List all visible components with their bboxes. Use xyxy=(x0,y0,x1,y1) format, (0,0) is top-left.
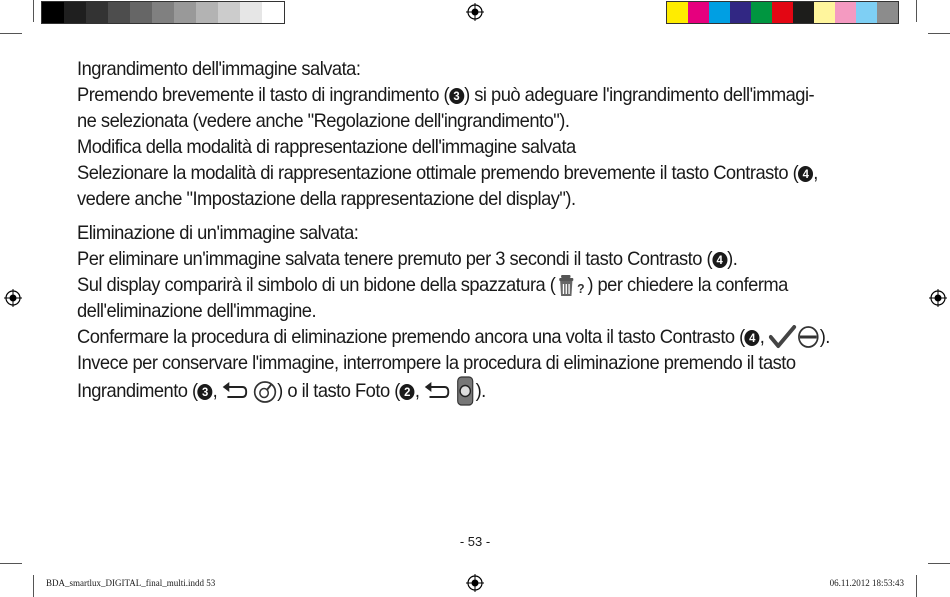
gray-swatch xyxy=(42,2,64,23)
color-swatch xyxy=(793,2,814,23)
color-swatch xyxy=(856,2,877,23)
back-arrow-icon xyxy=(222,381,248,403)
grayscale-bar xyxy=(41,1,285,24)
number-3-icon: 3 xyxy=(449,88,464,104)
text-span: Selezionare la modalità di rappresentazione ottimale premendo brevemente il tasto Contrasto ( xyxy=(77,162,799,184)
gray-swatch xyxy=(152,2,174,23)
crop-mark xyxy=(33,575,34,597)
text-span: , xyxy=(813,162,818,184)
registration-mark-icon xyxy=(929,289,947,307)
color-swatch xyxy=(709,2,730,23)
display-mode-paragraph-cont: vedere anche "Impostazione della rappresentazione del display"). xyxy=(77,188,576,210)
number-4-icon: 4 xyxy=(745,330,760,346)
color-swatch xyxy=(877,2,898,23)
manual-text xyxy=(77,56,885,406)
registration-mark-icon xyxy=(466,3,484,21)
color-swatch xyxy=(688,2,709,23)
svg-text:?: ? xyxy=(577,281,584,297)
number-4-icon: 4 xyxy=(798,166,813,182)
color-swatch xyxy=(751,2,772,23)
color-swatch xyxy=(772,2,793,23)
crop-mark xyxy=(916,575,917,597)
trash-paragraph xyxy=(77,272,885,298)
registration-mark-icon xyxy=(4,289,22,307)
contrast-icon xyxy=(797,325,820,349)
display-mode-heading: Modifica della modalità di rappresentazione dell'immagine salvata xyxy=(77,136,576,158)
text-span: ). xyxy=(727,248,738,270)
gray-swatch xyxy=(108,2,130,23)
zoom-paragraph xyxy=(77,82,885,108)
gray-swatch xyxy=(262,2,284,23)
footer-timestamp: 06.11.2012 18:53:43 xyxy=(829,578,904,588)
crop-mark xyxy=(928,33,950,34)
gray-swatch xyxy=(64,2,86,23)
text-span: ). xyxy=(475,380,486,402)
color-swatch xyxy=(730,2,751,23)
text-span: , xyxy=(212,380,218,402)
number-4-icon: 4 xyxy=(712,252,727,268)
text-span: ) o il tasto Foto ( xyxy=(277,380,400,402)
footer-filename: BDA_smartlux_DIGITAL_final_multi.indd 53 xyxy=(46,578,216,588)
text-span: , xyxy=(759,326,765,348)
back-arrow-icon xyxy=(424,381,450,403)
zoom-heading: Ingrandimento dell'immagine salvata: xyxy=(77,58,361,80)
number-3-icon: 3 xyxy=(198,384,213,400)
text-span: Confermare la procedura di eliminazione premendo ancora una volta il tasto Contrasto ( xyxy=(77,326,745,348)
text-span: Sul display comparirà il simbolo di un bidone della spazzatura ( xyxy=(77,274,556,296)
text-span: ). xyxy=(819,326,830,348)
crop-mark xyxy=(0,563,22,564)
cancel-paragraph-cont xyxy=(77,376,885,406)
text-span: Ingrandimento ( xyxy=(77,380,198,402)
gray-swatch xyxy=(86,2,108,23)
display-mode-paragraph xyxy=(77,160,885,186)
confirm-paragraph xyxy=(77,324,885,350)
gray-swatch xyxy=(218,2,240,23)
gray-swatch xyxy=(130,2,152,23)
color-swatch xyxy=(835,2,856,23)
zoom-icon xyxy=(253,379,277,403)
registration-mark-icon xyxy=(466,574,484,592)
text-span: Premendo brevemente il tasto di ingrandimento ( xyxy=(77,84,450,106)
zoom-paragraph-cont: ne selezionata (vedere anche "Regolazione dell'ingrandimento"). xyxy=(77,110,570,132)
crop-mark xyxy=(916,0,917,22)
text-span: , xyxy=(414,380,420,402)
text-span: Per eliminare un'immagine salvata tenere premuto per 3 secondi il tasto Contrasto ( xyxy=(77,248,713,270)
text-span: ) per chiedere la conferma xyxy=(587,274,788,296)
check-icon xyxy=(769,325,797,349)
color-bar xyxy=(666,1,899,24)
delete-heading: Eliminazione di un'immagine salvata: xyxy=(77,222,359,244)
color-swatch xyxy=(814,2,835,23)
gray-swatch xyxy=(174,2,196,23)
crop-mark xyxy=(928,563,950,564)
cancel-paragraph: Invece per conservare l'immagine, interrompere la procedura di eliminazione premendo il tasto xyxy=(77,352,796,374)
delete-paragraph xyxy=(77,246,885,272)
gray-swatch xyxy=(240,2,262,23)
number-2-icon: 2 xyxy=(400,384,415,400)
photo-icon xyxy=(455,376,476,406)
trash-question-icon xyxy=(555,273,587,297)
trash-paragraph-cont: dell'eliminazione dell'immagine. xyxy=(77,300,317,322)
crop-mark xyxy=(0,33,22,34)
color-swatch xyxy=(667,2,688,23)
text-span: ) si può adeguare l'ingrandimento dell'immagi- xyxy=(464,84,815,106)
page-number: - 53 - xyxy=(459,534,491,549)
crop-mark xyxy=(33,0,34,22)
gray-swatch xyxy=(196,2,218,23)
